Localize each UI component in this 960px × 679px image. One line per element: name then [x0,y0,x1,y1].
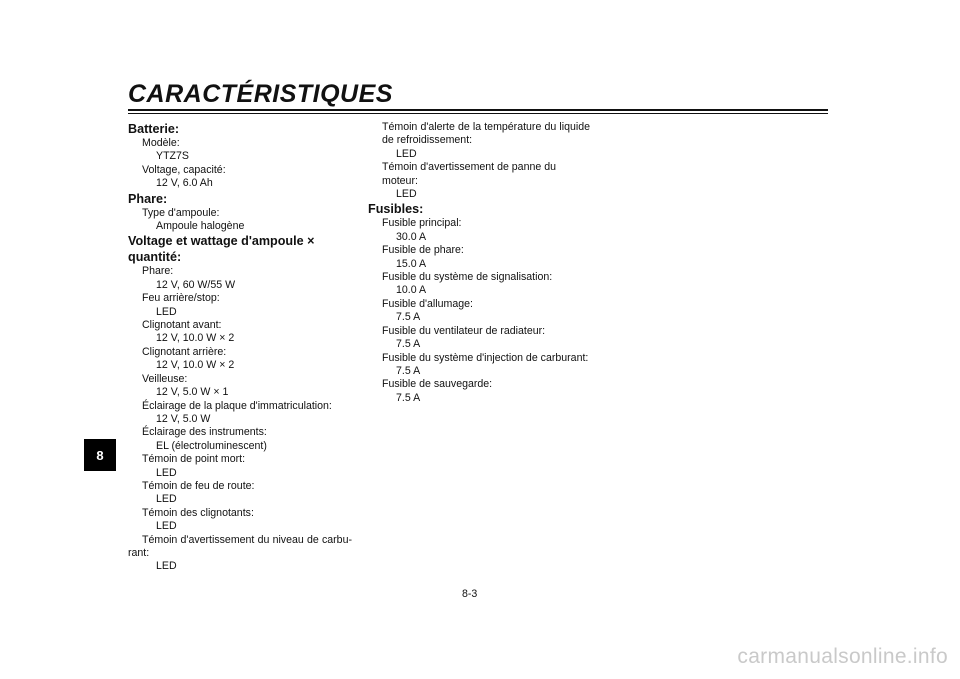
bulbs-heading: Voltage et wattage d'ampoule × quantité: [128,234,315,265]
fuel-warning-label-line1: Témoin d'avertissement du niveau de carbu- [142,533,352,546]
spec-label: Phare: [142,265,174,278]
battery-heading: Batterie: [128,122,180,136]
spec-value: 12 V, 5.0 W × 1 [156,386,229,399]
spec-value: 12 V, 60 W/55 W [156,278,236,291]
chapter-tab: 8 [84,439,116,471]
fuse-value: 7.5 A [396,338,421,351]
headlight-heading: Phare: [128,191,168,206]
title-rule [128,109,828,111]
fuse-label: Fusible principal: [382,217,462,230]
spec-value: LED [156,493,177,506]
fuse-value: 30.0 A [396,230,427,243]
spec-value: LED [156,466,177,479]
page-number: 8-3 [462,588,478,600]
bulb-type-label: Type d'ampoule: [142,206,220,219]
spec-label: Témoin de point mort: [142,453,246,466]
fuse-label: Fusible du ventilateur de radiateur: [382,324,546,337]
fuses-heading: Fusibles: [368,202,424,217]
spec-label: Éclairage des instruments: [142,426,267,439]
spec-label: Veilleuse: [142,372,188,385]
title-rule-secondary [128,113,828,114]
bulb-type-value: Ampoule halogène [156,220,245,233]
fuse-value: 10.0 A [396,284,427,297]
fuel-warning-value: LED [156,560,177,573]
spec-label: Clignotant arrière: [142,345,227,358]
engine-warning-value: LED [396,188,417,201]
battery-model-label: Modèle: [142,137,180,149]
spec-label: Clignotant avant: [142,319,222,332]
coolant-warning-label-line1: Témoin d'alerte de la température du liquide [382,121,590,133]
engine-warning-label: Témoin d'avertissement de panne du moteur: [382,161,556,187]
spec-value: LED [156,520,177,533]
spec-value: 12 V, 5.0 W [156,412,211,425]
spec-value: 12 V, 10.0 W × 2 [156,359,235,372]
fuse-label: Fusible de phare: [382,244,464,257]
page-title: CARACTÉRISTIQUES [128,80,393,108]
battery-capacity-label: Voltage, capacité: [142,163,226,176]
coolant-warning-label-line2: de refroidissement: [382,134,473,147]
fuse-value: 7.5 A [396,311,421,324]
right-column [368,121,590,405]
battery-model-value: YTZ7S [156,150,189,163]
watermark: carmanualsonline.info [737,645,948,668]
fuse-label: Fusible du système de signalisation: [382,271,553,284]
fuel-warning-label-line2: rant: [128,546,150,559]
battery-capacity-value: 12 V, 6.0 Ah [156,177,213,190]
spec-label: Feu arrière/stop: [142,292,220,305]
fuse-label: Fusible du système d'injection de carburant: [382,351,589,364]
spec-value: LED [156,305,177,318]
spec-label: Témoin des clignotants: [142,506,254,519]
spec-label: Témoin de feu de route: [142,479,255,492]
fuse-label: Fusible de sauvegarde: [382,378,493,391]
spec-value: EL (électroluminescent) [156,439,267,452]
coolant-warning-value: LED [396,147,417,160]
left-column [128,121,352,574]
fuse-label: Fusible d'allumage: [382,297,473,310]
spec-label: Éclairage de la plaque d'immatriculation: [142,399,332,412]
spec-value: 12 V, 10.0 W × 2 [156,332,235,345]
fuse-value: 7.5 A [396,391,421,404]
fuse-value: 7.5 A [396,364,421,377]
fuse-value: 15.0 A [396,257,427,270]
